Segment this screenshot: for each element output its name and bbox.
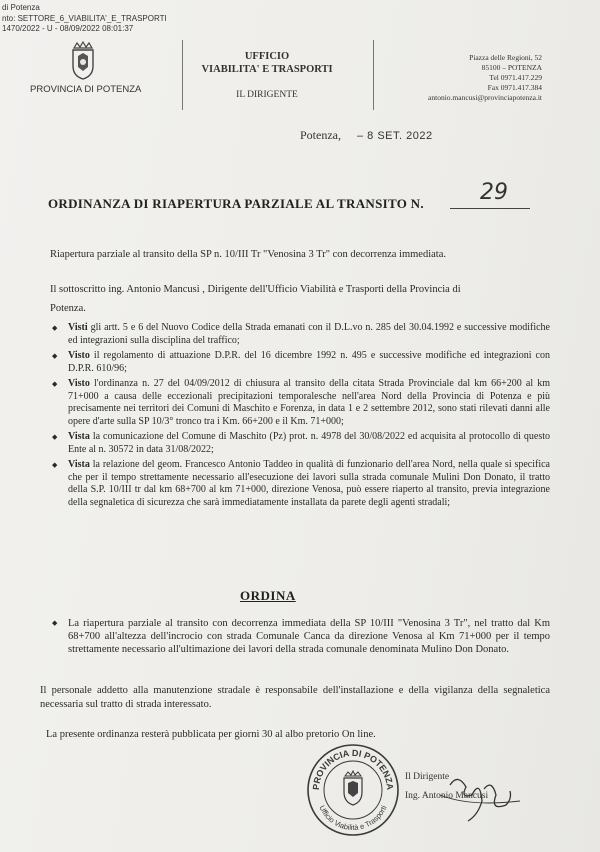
personnel-paragraph: Il personale addetto alla manutenzione stradale è responsabile dell'installazione e della vigilanza della segnaletica necessaria sul tratto di strada interessato.	[40, 685, 550, 710]
protocol-line-2: nto: SETTORE_6_VIABILITA'_E_TRASPORTI	[2, 13, 167, 23]
document-date	[300, 128, 433, 143]
seal-bottom-text: Ufficio Viabilità e Trasporti	[317, 803, 389, 833]
signatory-intro-line-2: Potenza.	[50, 303, 86, 314]
list-item: ◆ La riapertura parziale al transito con decorrenza immediata della SP 10/III "Venosina 3 Tr", nel tratto dal Km 68+700 all'altezza dell'incrocio con strada Comunale Canca da direzione Venosa al Km 71+000 per il tempo strettamente necessario all'ultimazione dei lavori della strada comunale denominata Mulino Don Donato.	[52, 617, 550, 656]
seal-crest-icon	[344, 771, 362, 805]
office-dirigente: IL DIRIGENTE	[236, 90, 298, 100]
list-item: ◆ Vista la relazione del geom. Francesco Antonio Taddeo in qualità di funzionario dell'area Nord, nella quale si specifica che per il tempo strettamente necessario all'esecuzione dei lavori sulla strada comunale Mulini Don Donato, il tratto della S.P. 10/III tr dal km 68+700 al km 71+000, direzione Venosa, può essere riaperto al transito, previa integrazione della segnaletica di sicurezza che sarà immediatamente installata da parete degli agenti stradali;	[52, 459, 550, 509]
intro-paragraph: Riapertura parziale al transito della SP n. 10/III Tr "Venosina 3 Tr" con decorrenza immediata.	[50, 249, 447, 260]
signatory-intro-line-1: Il sottoscritto ing. Antonio Mancusi , Dirigente dell'Ufficio Viabilità e Trasporti della Provincia di	[50, 284, 461, 295]
publication-paragraph: La presente ordinanza resterà pubblicata per giorni 30 al albo pretorio On line.	[46, 729, 376, 740]
office-name: UFFICIO VIABILITA' E TRASPORTI	[201, 51, 333, 75]
ordinance-number: 29	[480, 180, 508, 205]
office-address: Piazza delle Regioni, 52 85100 – POTENZA Tel 0971.417.229 Fax 0971.417.384 antonio.mancusi@provinciapotenza.it	[428, 53, 542, 102]
list-item: ◆ Visti gli artt. 5 e 6 del Nuovo Codice della Strada emanati con il D.L.vo n. 285 del 30.04.1992 e successive modifiche ed integrazioni sulla disciplina del traffico;	[52, 322, 550, 347]
office-seal	[305, 742, 401, 838]
ordina-list	[52, 617, 550, 659]
protocol-line-3: 1470/2022 - U - 08/09/2022 08:01:37	[2, 24, 134, 33]
date-city: Potenza,	[300, 128, 341, 142]
list-item: ◆ Visto il regolamento di attuazione D.P.R. del 16 dicembre 1992 n. 495 e successive modifiche ed integrazioni con D.P.R. 610/96;	[52, 350, 550, 375]
ordinance-title: ORDINANZA DI RIAPERTURA PARZIALE AL TRANSITO N.	[48, 196, 424, 211]
signature-name: Ing. Antonio Mancusi	[405, 791, 489, 801]
list-item: ◆ Visto l'ordinanza n. 27 del 04/09/2012 di chiusura al transito della citata Strada Provinciale dal km 66+200 al km 71+000 a causa delle eccezionali precipitazioni temporalesche nell'area Nord della Provincia di Potenza e più precisamente nei territori dei Comuni di Maschito e Forenza, in data 1 e 2 settembre 2012, sono stati rilevati danni alle opere d'arte sulla SP 10/3° tronco tra i Km. 66+200 e il Km. 71+000;	[52, 378, 550, 428]
province-crest-icon	[68, 40, 98, 80]
date-stamp: – 8 SET. 2022	[357, 130, 433, 142]
header-divider-right	[373, 40, 374, 110]
province-name: PROVINCIA DI POTENZA	[30, 84, 142, 95]
protocol-line-1: di Potenza	[2, 3, 40, 12]
handwritten-signature	[420, 765, 530, 835]
ordinance-number-line	[450, 208, 530, 209]
protocol-stamp	[2, 3, 167, 35]
header-divider-left	[182, 40, 183, 110]
visti-list	[52, 322, 550, 512]
signature-label: Il Dirigente	[405, 772, 450, 782]
seal-top-text: PROVINCIA DI POTENZA	[310, 747, 396, 791]
ordina-heading: ORDINA	[240, 588, 296, 603]
list-item: ◆ Vista la comunicazione del Comune di Maschito (Pz) prot. n. 4978 del 30/08/2022 ed acquisita al protocollo di questo Ente al n. 30572 in data 31/08/2022;	[52, 431, 550, 456]
